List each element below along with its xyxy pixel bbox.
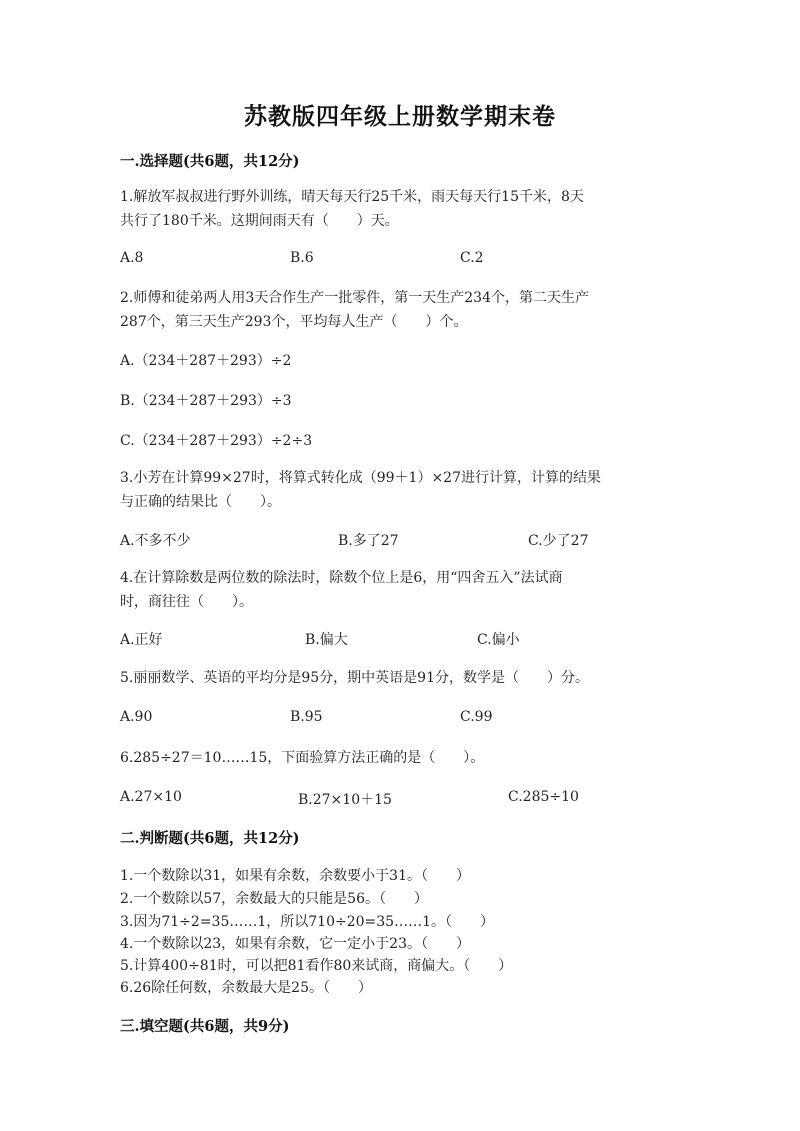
judge-item: 1.一个数除以31，如果有余数，余数要小于31。（ ）: [120, 868, 470, 884]
option-a: A.正好: [120, 632, 163, 648]
question-text-line: 共行了180千米。这期间雨天有（ ）天。: [120, 213, 399, 229]
question-text-line: 时，商往往（ ）。: [120, 594, 253, 610]
option-b: B.6: [290, 250, 314, 266]
option-c: C.偏小: [477, 632, 520, 648]
judge-item: 4.一个数除以23，如果有余数，它一定小于23。（ ）: [120, 936, 470, 952]
judge-item: 2.一个数除以57，余数最大的只能是56。（ ）: [120, 891, 428, 907]
option-a: A.8: [120, 250, 144, 266]
option-c: C.2: [460, 250, 484, 266]
option-b: B.27×10＋15: [298, 792, 392, 808]
question-2: [120, 286, 680, 334]
judge-item: 6.26除任何数，余数最大是25。（ ）: [120, 980, 372, 996]
option-a: A.90: [120, 709, 153, 725]
option-a: A.27×10: [120, 789, 182, 805]
option-c: C.285÷10: [508, 789, 579, 805]
question-text-line: 287个，第三天生产293个，平均每人生产（ ）个。: [120, 314, 468, 330]
option-b: B.95: [290, 709, 323, 725]
option-c: C.（234＋287＋293）÷2÷3: [120, 433, 313, 449]
question-text-line: 1.解放军叔叔进行野外训练，晴天每天行25千米，雨天每天行15千米，8天: [120, 189, 584, 205]
question-6: [120, 746, 680, 770]
section-heading-fill: 三.填空题(共6题，共9分): [120, 1018, 290, 1035]
option-c: C.99: [460, 709, 493, 725]
question-text-line: 3.小芳在计算99×27时，将算式转化成（99＋1）×27进行计算，计算的结果: [120, 470, 601, 486]
option-b: B.（234＋287＋293）÷3: [120, 393, 292, 409]
page-title: 苏教版四年级上册数学期末卷: [244, 103, 556, 130]
question-text-line: 4.在计算除数是两位数的除法时，除数个位上是6，用“四舍五入”法试商: [120, 570, 563, 586]
question-text-line: 与正确的结果比（ ）。: [120, 494, 281, 510]
judge-item: 3.因为71÷2=35……1，所以710÷20=35……1。（ ）: [120, 914, 494, 930]
question-text-line: 6.285÷27＝10……15，下面验算方法正确的是（ ）。: [120, 750, 485, 766]
judge-item: 5.计算400÷81时，可以把81看作80来试商，商偏大。（ ）: [120, 958, 513, 974]
question-text-line: 2.师傅和徒弟两人用3天合作生产一批零件，第一天生产234个，第二天生产: [120, 290, 589, 306]
question-text-line: 5.丽丽数学、英语的平均分是95分，期中英语是91分，数学是（ ）分。: [120, 670, 589, 686]
question-3: [120, 466, 680, 514]
option-a: A.（234＋287＋293）÷2: [120, 353, 292, 369]
option-c: C.少了27: [528, 533, 589, 549]
section-heading-choice: 一.选择题(共6题，共12分): [120, 153, 300, 170]
question-1: [120, 185, 680, 233]
option-b: B.多了27: [338, 533, 399, 549]
question-5: [120, 666, 680, 690]
question-4: [120, 566, 680, 614]
option-a: A.不多不少: [120, 533, 191, 549]
option-b: B.偏大: [305, 632, 348, 648]
section-heading-judge: 二.判断题(共6题，共12分): [120, 830, 300, 847]
